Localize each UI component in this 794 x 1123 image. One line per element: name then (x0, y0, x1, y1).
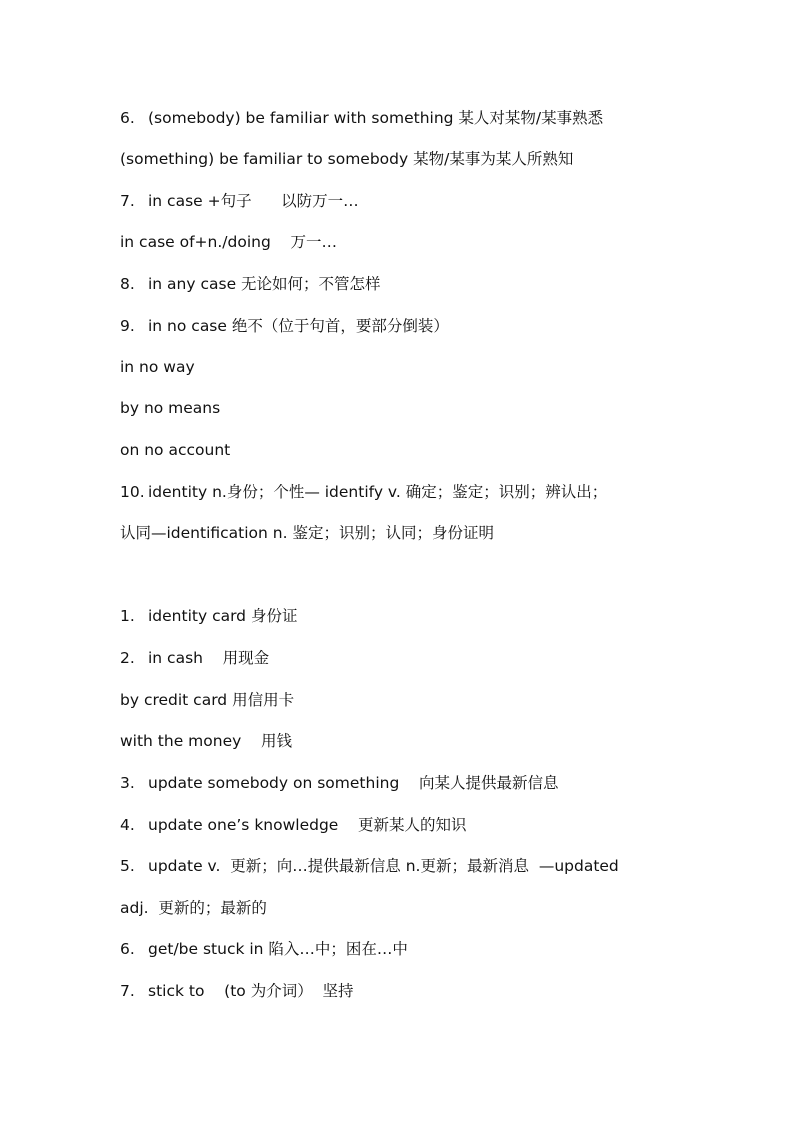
entry-text: in case of+n./doing 万一… (120, 233, 338, 251)
entry-6-familiar-with (120, 106, 754, 130)
entry-in-case-of (120, 230, 754, 254)
entry-text: by no means (120, 399, 221, 417)
entry-text: in cash 用现金 (148, 649, 270, 667)
entry-updated-adj (120, 896, 754, 920)
entry-by-credit-card (120, 688, 754, 712)
entry-text: in no way (120, 358, 195, 376)
entry-8-in-any-case (120, 272, 754, 296)
entry-number: 10. (120, 483, 145, 501)
entry-text: adj. 更新的；最新的 (120, 899, 267, 917)
entry-number: 6. (120, 109, 135, 127)
entry-number: 4. (120, 816, 135, 834)
entry-text: on no account (120, 441, 231, 459)
entry-text: stick to (to 为介词） 坚持 (148, 982, 354, 1000)
entry-on-no-account (120, 438, 754, 462)
entry-number: 3. (120, 774, 135, 792)
entry-text: by credit card 用信用卡 (120, 691, 295, 709)
entry-7-in-case (120, 189, 754, 213)
entry-1-identity-card (120, 604, 754, 628)
entry-number: 9. (120, 317, 135, 335)
entry-10-identity (120, 480, 754, 504)
entry-3-update-somebody (120, 771, 754, 795)
entry-text: in no case 绝不（位于句首，要部分倒装） (148, 317, 449, 335)
entry-number: 2. (120, 649, 135, 667)
entry-9-in-no-case (120, 314, 754, 338)
entry-number: 6. (120, 940, 135, 958)
entry-identification (120, 521, 754, 545)
entry-text: update v. 更新；向…提供最新信息 n.更新；最新消息 —updated (148, 857, 619, 875)
entry-number: 8. (120, 275, 135, 293)
entry-in-no-way (120, 355, 754, 379)
entry-4-update-knowledge (120, 813, 754, 837)
entry-text: in case +句子 以防万一… (148, 192, 359, 210)
entry-text: (somebody) be familiar with something 某人对某物/某事熟悉 (148, 109, 604, 127)
entry-text: (something) be familiar to somebody 某物/某事为某人所熟知 (120, 150, 574, 168)
entry-text: update one’s knowledge 更新某人的知识 (148, 816, 467, 834)
entry-text: get/be stuck in 陷入…中；困在…中 (148, 940, 408, 958)
entry-7-stick-to (120, 979, 754, 1003)
entry-6-get-stuck-in (120, 937, 754, 961)
entry-number: 1. (120, 607, 135, 625)
entry-text: in any case 无论如何；不管怎样 (148, 275, 381, 293)
entry-number: 7. (120, 982, 135, 1000)
entry-text: with the money 用钱 (120, 732, 292, 750)
entry-familiar-to (120, 147, 754, 171)
entry-number: 7. (120, 192, 135, 210)
entry-text: 认同—identification n. 鉴定；识别；认同；身份证明 (120, 524, 494, 542)
entry-by-no-means (120, 396, 754, 420)
entry-number: 5. (120, 857, 135, 875)
entry-2-in-cash (120, 646, 754, 670)
entry-text: identity card 身份证 (148, 607, 298, 625)
entry-text: identity n.身份；个性— identify v. 确定；鉴定；识别；辨认出； (148, 483, 608, 501)
entry-5-update-verb (120, 854, 754, 878)
entry-text: update somebody on something 向某人提供最新信息 (148, 774, 559, 792)
entry-with-the-money (120, 729, 754, 753)
